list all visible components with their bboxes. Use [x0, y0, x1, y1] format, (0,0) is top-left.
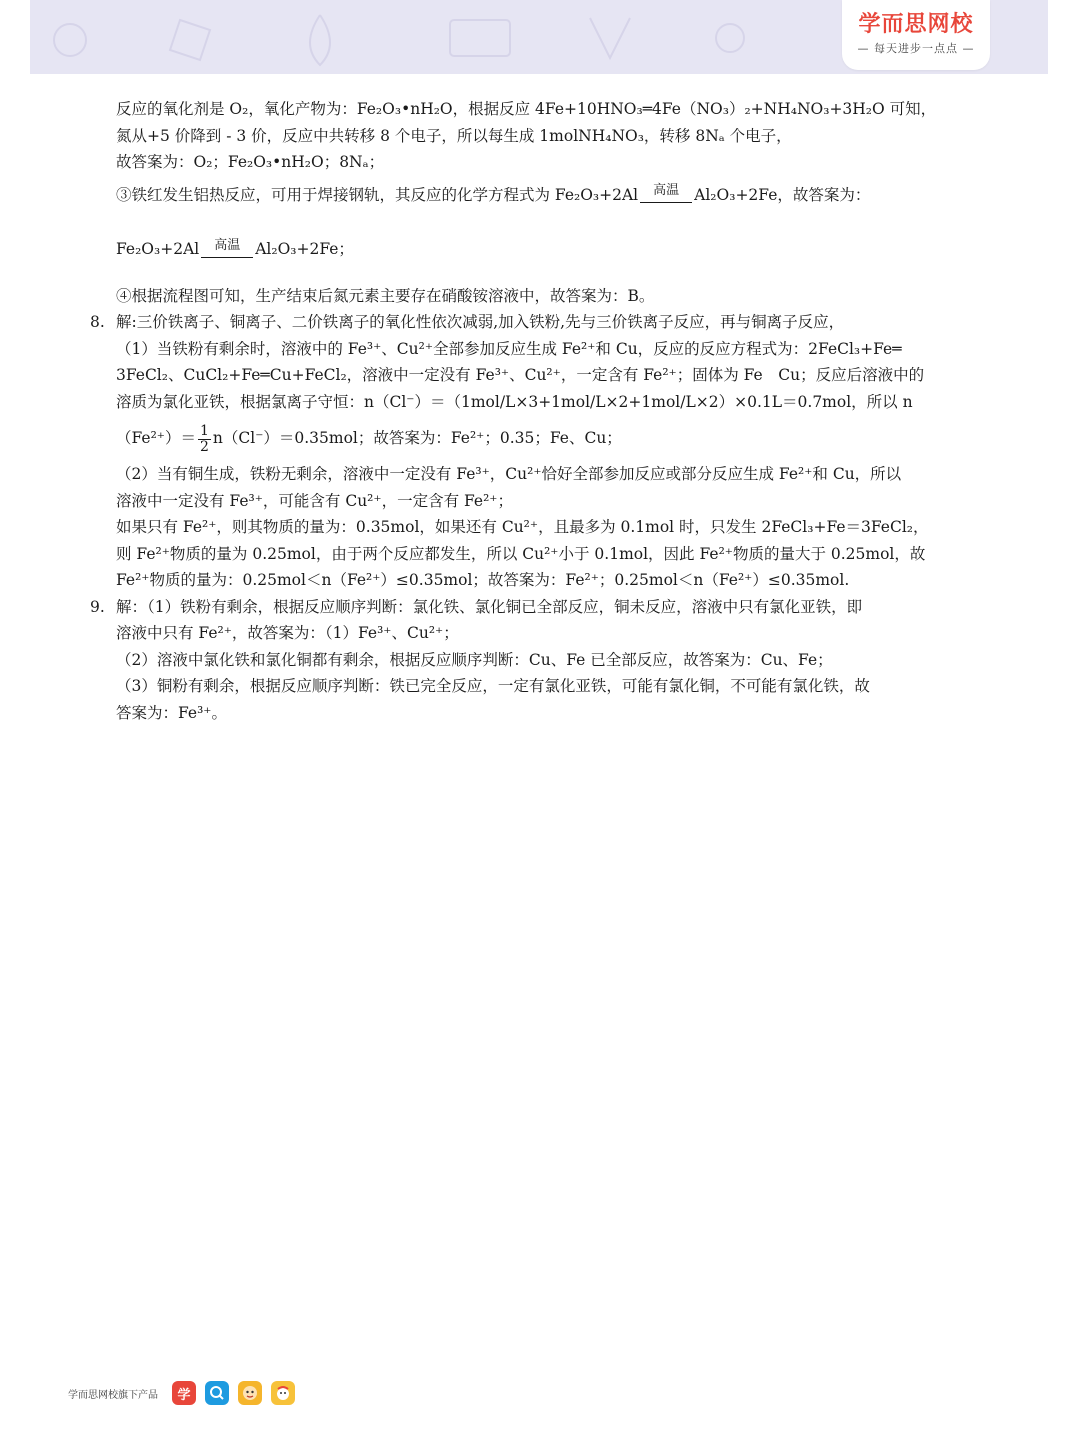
question-number: 9. [90, 597, 105, 616]
cartoon-app-icon-1 [238, 1381, 262, 1405]
text-line: （2）溶液中氯化铁和氯化铜都有剩余，根据反应顺序判断：Cu、Fe 已全部反应，故答案为：Cu、Fe； [116, 650, 833, 669]
text-line: ④根据流程图可知，生产结束后氮元素主要存在硝酸铵溶液中，故答案为：B。 [116, 286, 655, 305]
text-line: 解:三价铁离子、铜离子、二价铁离子的氧化性依次减弱,加入铁粉,先与三价铁离子反应，再与铜离子反应， [116, 313, 845, 331]
text-line: 溶质为氯化亚铁，根据氯离子守恒：n（Cl⁻）＝（1mol/L×3+1mol/L×2+1mol/L×2）×0.1L＝0.7mol，所以 n [116, 392, 913, 411]
fraction-numerator: 1 [199, 422, 209, 439]
text-line: 故答案为：O₂；Fe₂O₃•nH₂O；8Nₐ； [116, 153, 385, 171]
question-number: 8. [90, 313, 105, 331]
text-line [116, 421, 991, 455]
footer [68, 1378, 304, 1408]
answer-content [90, 96, 991, 726]
text-line: 3FeCl₂、CuCl₂+Fe═Cu+FeCl₂，溶液中一定没有 Fe³⁺、Cu²⁺，一定含有 Fe²⁺；固体为 Fe Cu；反应后溶液中的 [116, 366, 925, 384]
text-line: （1）当铁粉有剩余时，溶液中的 Fe³⁺、Cu²⁺全部参加反应生成 Fe²⁺和 Cu，反应的反应方程式为：2FeCl₃+Fe═ [116, 339, 902, 358]
text-line: 反应的氧化剂是 O₂，氧化产物为：Fe₂O₃•nH₂O，根据反应 4Fe+10HNO₃═4Fe（NO₃）₂+NH₄NO₃+3H₂O 可知， [116, 100, 937, 118]
text-segment: n（Cl⁻）＝0.35mol；故答案为：Fe²⁺；0.35；Fe、Cu； [212, 429, 622, 447]
condition-label: 高温 [653, 183, 680, 198]
equation-left: Fe₂O₃+2Al [116, 240, 200, 258]
reaction-condition [201, 237, 253, 258]
question-9 [90, 594, 991, 621]
doodle-pattern [30, 0, 830, 74]
text-line: 溶液中一定没有 Fe³⁺，可能含有 Cu²⁺，一定含有 Fe²⁺； [116, 491, 513, 510]
text-line: 溶液中只有 Fe²⁺，故答案为：（1）Fe³⁺、Cu²⁺； [116, 624, 459, 642]
question-8 [90, 309, 991, 336]
cartoon-app-icon-2 [271, 1381, 295, 1405]
text-line: 则 Fe²⁺物质的量为 0.25mol，由于两个反应都发生，所以 Cu²⁺小于 0.1mol，因此 Fe²⁺物质的量大于 0.25mol，故 [116, 544, 926, 563]
text-line: 答案为：Fe³⁺。 [116, 703, 227, 722]
text-line [116, 236, 991, 263]
logo-title: 学而思网校 [858, 12, 974, 37]
header-band [30, 0, 1048, 74]
equation-right: Al₂O₃+2Fe； [255, 240, 354, 258]
equation-left: ③铁红发生铝热反应，可用于焊接钢轨，其反应的化学方程式为 Fe₂O₃+2Al [116, 185, 639, 204]
condition-label: 高温 [214, 237, 241, 253]
equation-right: Al₂O₃+2Fe，故答案为： [694, 185, 871, 204]
search-app-icon [205, 1381, 229, 1405]
xue-app-icon: 学 [172, 1381, 196, 1405]
text-segment: （Fe²⁺）＝ [116, 429, 196, 447]
footer-text: 学而思网校旗下产品 [68, 1389, 158, 1401]
text-line: （3）铜粉有剩余，根据反应顺序判断：铁已完全反应，一定有氯化亚铁，可能有氯化铜，不可能有氯化铁，故 [116, 677, 870, 695]
fraction [198, 424, 211, 455]
brand-logo [842, 0, 990, 70]
logo-slogan: — 每天进步一点点 — [857, 42, 975, 55]
text-line: Fe²⁺物质的量为：0.25mol＜n（Fe²⁺）≤0.35mol；故答案为：Fe²⁺；0.25mol＜n（Fe²⁺）≤0.35mol. [116, 571, 850, 589]
fraction-denominator: 2 [199, 438, 209, 455]
text-line: 解：（1）铁粉有剩余，根据反应顺序判断：氯化铁、氯化铜已全部反应，铜未反应，溶液中只有氯化亚铁，即 [116, 597, 863, 616]
text-line: （2）当有铜生成，铁粉无剩余，溶液中一定没有 Fe³⁺，Cu²⁺恰好全部参加反应或部分反应生成 Fe²⁺和 Cu，所以 [116, 465, 902, 483]
text-line: 如果只有 Fe²⁺，则其物质的量为：0.35mol，如果还有 Cu²⁺，且最多为 0.1mol 时，只发生 2FeCl₃+Fe＝3FeCl₂， [116, 518, 929, 536]
reaction-condition [640, 183, 692, 203]
text-line [116, 182, 991, 209]
text-line: 氮从+5 价降到 - 3 价，反应中共转移 8 个电子，所以每生成 1molNH₄NO₃，转移 8Nₐ 个电子， [116, 126, 792, 145]
